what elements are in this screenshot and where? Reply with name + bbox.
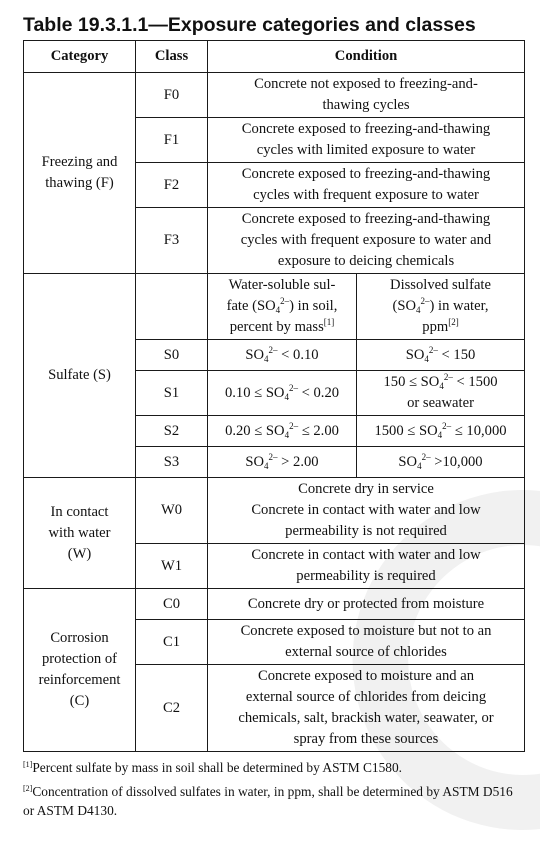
condition-cell	[208, 118, 525, 163]
subscript: 4	[264, 353, 269, 364]
value-text: >10,000	[430, 453, 483, 470]
value-text: ≤ 10,000	[451, 422, 507, 439]
subheader-line: ) in water,	[429, 298, 489, 314]
class-cell: F3	[136, 208, 208, 274]
header-class: Class	[136, 41, 208, 73]
condition-line: spray from these sources	[293, 731, 439, 747]
soil-cell	[208, 340, 357, 371]
exposure-table	[23, 40, 525, 752]
condition-line: permeability is required	[296, 568, 436, 584]
superscript: 2–	[442, 420, 452, 431]
condition-line: Concrete exposed to freezing-and-thawing	[241, 211, 491, 227]
category-freezing-thawing	[24, 73, 136, 274]
value-text: 150 ≤	[383, 374, 421, 390]
category-line: (W)	[67, 545, 92, 562]
class-cell: C1	[136, 620, 208, 665]
water-cell	[357, 340, 525, 371]
condition-line: Concrete in contact with water and low	[251, 547, 481, 563]
ion-text: SO	[245, 453, 265, 470]
condition-line: Concrete dry or protected from moisture	[247, 595, 485, 612]
condition-cell	[208, 208, 525, 274]
subheader-line: Dissolved sulfate	[390, 277, 491, 293]
condition-line: chemicals, salt, brackish water, seawater, or	[238, 710, 494, 726]
soil-cell	[208, 416, 357, 447]
table-row	[24, 478, 525, 544]
footnote-ref: [1]	[323, 317, 335, 327]
ion-text: SO	[265, 422, 285, 439]
subheader-line: (SO	[392, 298, 417, 314]
ion-text: SO	[245, 346, 265, 363]
class-cell: F0	[136, 73, 208, 118]
subheader-line: ppm	[422, 319, 449, 335]
ion-text: SO	[418, 422, 438, 439]
footnote-2	[23, 782, 524, 820]
superscript: 2–	[268, 344, 278, 355]
value-text: 0.10 ≤	[224, 384, 266, 401]
class-cell: S3	[136, 447, 208, 478]
condition-cell	[208, 73, 525, 118]
condition-line: cycles with limited exposure to water	[256, 142, 476, 158]
subheader-line: ) in soil,	[289, 298, 338, 314]
category-corrosion	[24, 589, 136, 752]
table-row	[24, 589, 525, 620]
value-text: ≤ 2.00	[298, 422, 339, 439]
footnote-mark: [1]	[23, 760, 33, 769]
value-text: or seawater	[407, 395, 474, 411]
class-cell: F2	[136, 163, 208, 208]
ion-text: SO	[265, 384, 285, 401]
value-text: < 0.10	[277, 346, 319, 363]
ion-text: SO	[398, 453, 418, 470]
table-header-row	[24, 41, 525, 73]
condition-line: Concrete exposed to moisture but not to an	[240, 623, 492, 639]
class-cell: F1	[136, 118, 208, 163]
footnote-text: Percent sulfate by mass in soil shall be determined by ASTM C1580.	[32, 760, 403, 775]
subheader-line: Water-soluble sul-	[228, 277, 336, 293]
category-line: protection of	[42, 651, 117, 667]
condition-line: external source of chlorides from deicing	[245, 689, 487, 705]
class-cell: C2	[136, 665, 208, 752]
soil-cell	[208, 447, 357, 478]
condition-line: exposure to deicing chemicals	[277, 253, 455, 269]
condition-cell	[208, 163, 525, 208]
table-title: Table 19.3.1.1—Exposure categories and classes	[23, 14, 476, 36]
table-row	[24, 73, 525, 118]
class-cell: S0	[136, 340, 208, 371]
value-text: < 150	[437, 346, 476, 363]
subheader-line: fate (SO	[226, 298, 276, 314]
sulfate-subheader-row	[24, 274, 525, 340]
superscript: 2–	[280, 296, 290, 306]
subheader-line: percent by mass	[229, 319, 324, 335]
condition-line: Concrete in contact with water and low	[251, 502, 481, 518]
subscript: 4	[284, 429, 290, 440]
category-line: reinforcement	[38, 672, 121, 688]
class-cell: W0	[136, 478, 208, 544]
category-label: Freezing and thawing (F)	[41, 154, 118, 191]
value-text: < 0.20	[297, 384, 340, 401]
class-cell: W1	[136, 544, 208, 589]
subscript: 4	[284, 391, 289, 402]
class-cell: S2	[136, 416, 208, 447]
soil-cell	[208, 371, 357, 416]
footnote-ref: [2]	[448, 317, 459, 327]
water-cell	[357, 371, 525, 416]
condition-line: permeability is not required	[285, 523, 447, 539]
superscript: 2–	[428, 344, 438, 355]
subheader-water	[357, 274, 525, 340]
subheader-soil	[208, 274, 357, 340]
condition-cell	[208, 665, 525, 752]
value-text: > 2.00	[277, 453, 319, 470]
superscript: 2–	[288, 382, 298, 393]
condition-cell	[208, 544, 525, 589]
class-cell: S1	[136, 371, 208, 416]
condition-line: Concrete not exposed to freezing-and-	[254, 76, 478, 92]
subscript: 4	[437, 429, 443, 440]
class-cell: C0	[136, 589, 208, 620]
value-text: < 1500	[452, 374, 498, 390]
condition-line: Concrete exposed to freezing-and-thawing	[241, 166, 491, 182]
category-line: (C)	[69, 693, 90, 709]
category-line: with water	[48, 524, 111, 541]
condition-line: thawing cycles	[322, 97, 410, 113]
water-cell	[357, 416, 525, 447]
subscript: 4	[439, 381, 444, 391]
category-sulfate: Sulfate (S)	[24, 274, 136, 478]
superscript: 2–	[420, 296, 430, 306]
footnote-text: Concentration of dissolved sulfates in water, in ppm, shall be determined by ASTM D516 or ASTM D4130.	[23, 784, 513, 818]
superscript: 2–	[443, 372, 453, 382]
ion-text: SO	[405, 346, 425, 363]
condition-line: Concrete dry in service	[298, 481, 434, 497]
superscript: 2–	[289, 420, 299, 431]
condition-line: cycles with frequent exposure to water and	[240, 232, 492, 248]
subscript: 4	[275, 305, 281, 315]
subscript: 4	[416, 305, 421, 315]
condition-cell	[208, 478, 525, 544]
footnote-mark: [2]	[23, 784, 33, 793]
value-text: 1500 ≤	[374, 422, 419, 439]
subscript: 4	[264, 460, 269, 471]
condition-line: Concrete exposed to moisture and an	[258, 668, 475, 684]
subscript: 4	[424, 353, 429, 364]
footnote-1	[23, 758, 524, 777]
exposure-table-section	[23, 12, 524, 820]
condition-line: Concrete exposed to freezing-and-thawing	[241, 121, 491, 137]
value-text: 0.20 ≤	[225, 422, 266, 439]
category-line: In contact	[50, 503, 109, 520]
category-water	[24, 478, 136, 589]
condition-cell	[208, 589, 525, 620]
header-condition: Condition	[208, 41, 525, 73]
condition-line: external source of chlorides	[285, 644, 447, 660]
superscript: 2–	[421, 451, 431, 462]
subscript: 4	[417, 460, 422, 471]
water-cell	[357, 447, 525, 478]
condition-line: cycles with frequent exposure to water	[253, 187, 479, 203]
category-line: Corrosion	[50, 630, 109, 646]
header-category: Category	[24, 41, 136, 73]
condition-cell	[208, 620, 525, 665]
ion-text: SO	[420, 374, 440, 390]
superscript: 2–	[268, 451, 278, 462]
class-cell-empty	[136, 274, 208, 340]
